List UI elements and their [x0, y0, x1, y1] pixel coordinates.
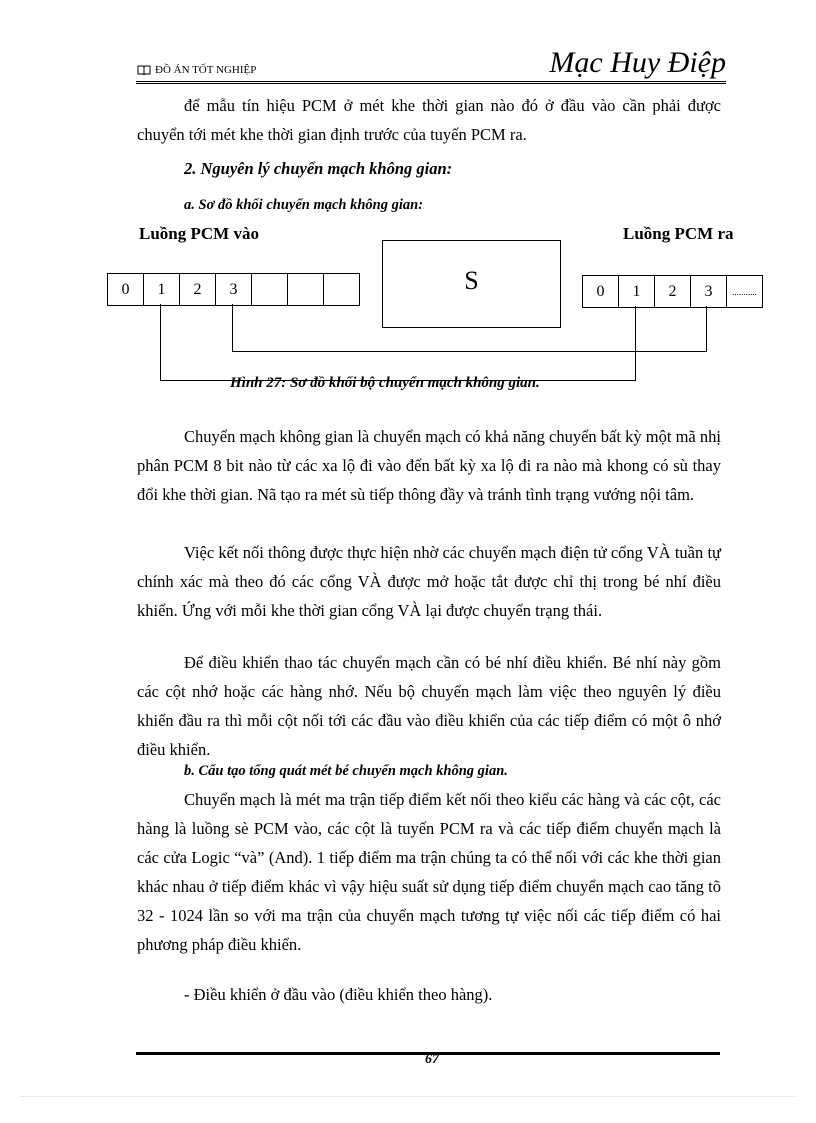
- input-slot: [287, 273, 324, 306]
- paragraph-6: - Điều khiển ở đầu vào (điều khiển theo hàng).: [184, 985, 493, 1004]
- output-slot: 2: [654, 275, 691, 308]
- page-number: 67: [425, 1052, 439, 1067]
- input-slot: [251, 273, 288, 306]
- output-stream-label: Luồng PCM ra: [623, 224, 734, 243]
- output-slot-row: [582, 275, 763, 307]
- output-slot: 0: [582, 275, 619, 308]
- input-slot: 3: [215, 273, 252, 306]
- paragraph-1: để mẫu tín hiệu PCM ở mét khe thời gian nào đó ở đầu vào cần phải được chuyển tới mét khe thời gian định trước của tuyến PCM ra.: [137, 96, 721, 144]
- paragraph-4: Để điều khiển thao tác chuyển mạch cần có bé nhí điều khiển. Bé nhí này gồm các cột nhớ hoặc các hàng nhớ. Nếu bộ chuyển mạch làm việc theo nguyên lý điều khiển đầu ra thì mỗi cột nối tới các đầu vào điều khiển của các tiếp điểm có một ô nhớ điều khiển.: [137, 653, 721, 759]
- input-slot: [323, 273, 360, 306]
- paragraph-3: Việc kết nối thông được thực hiện nhờ các chuyển mạch điện tử cổng VÀ tuần tự chính xác mà theo đó các cổng VÀ được mở hoặc tắt được chỉ thị trong bé nhí điều khiển. Ứng với mỗi khe thời gian cổng VÀ lại được chuyển trạng thái.: [137, 543, 721, 620]
- input-stream-label: Luồng PCM vào: [139, 224, 259, 243]
- header-left: [137, 64, 256, 76]
- book-icon: [137, 65, 151, 75]
- input-slot-row: [107, 273, 360, 305]
- input-slot: 2: [179, 273, 216, 306]
- header-rule: [136, 81, 726, 84]
- subsection-heading-a: a. Sơ đồ khối chuyển mạch không gian:: [184, 197, 424, 213]
- wire-segment: [706, 306, 707, 352]
- wire-segment: [160, 304, 161, 381]
- paragraph-2: Chuyển mạch không gian là chuyển mạch có khả năng chuyển bất kỳ một mã nhị phân PCM 8 bit nào từ các xa lộ đi vào đến bất kỳ xa lộ đi ra nào mà khong có sù thay đổi khe thời gian. Nã tạo ra mét sù tiếp thông đầy và tránh tình trạng vướng nội tâm.: [137, 427, 721, 504]
- wire-segment: [232, 304, 233, 352]
- output-slot-ellipsis: ...........: [726, 275, 763, 308]
- space-switch-box: S: [382, 240, 561, 328]
- figure-caption: Hình 27: Sơ đồ khối bộ chuyển mạch không gian.: [230, 375, 540, 391]
- header-title: ĐỒ ÁN TỐT NGHIỆP: [155, 64, 257, 76]
- output-slot: 3: [690, 275, 727, 308]
- section-heading: 2. Nguyên lý chuyển mạch không gian:: [184, 159, 453, 178]
- output-slot: 1: [618, 275, 655, 308]
- subsection-heading-b: b. Cấu tạo tổng quát mét bé chuyển mạch không gian.: [184, 763, 508, 779]
- paragraph-5: Chuyển mạch là mét ma trận tiếp điểm kết nối theo kiểu các hàng và các cột, các hàng là luồng sè PCM vào, các cột là tuyến PCM ra và các tiếp điểm chuyển mạch là các cửa Logic “và” (And). 1 tiếp điểm ma trận chúng ta có thể nối với các khe thời gian khác nhau ở tiếp điểm khác vì vậy hiệu suất sử dụng tiếp điểm chuyển mạch cao tăng tõ 32 - 1024 lần so với ma trận của chuyển mạch tương tự việc nối các tiếp điểm có hai phương pháp điều khiển.: [137, 790, 721, 954]
- author-name: Mạc Huy Điệp: [549, 46, 726, 79]
- input-slot: 1: [143, 273, 180, 306]
- wire-segment: [635, 306, 636, 381]
- input-slot: 0: [107, 273, 144, 306]
- page-edge-divider: [20, 1096, 796, 1097]
